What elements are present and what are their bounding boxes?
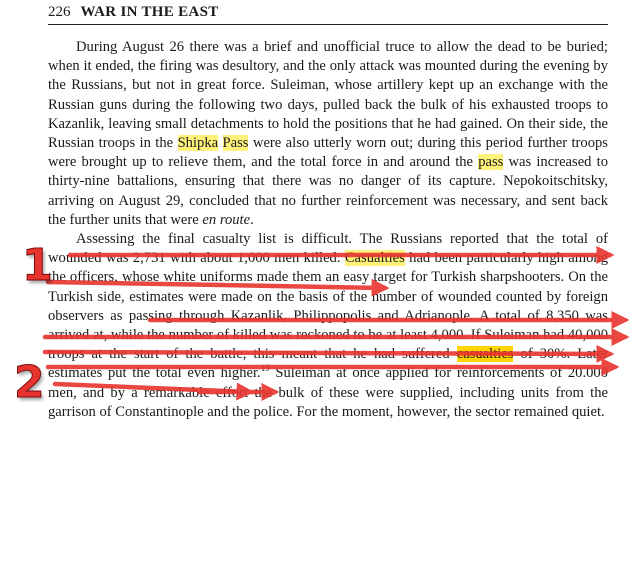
p1-text-a: During August 26 there was a brief and unofficial truce to allow the dead to be buried; when it ended, the firing was desultory, and the only attack was mounted during the evening by the Russians, but not in great force. Suleiman, whose artillery kept up an exchange with the Russian guns during the following two days, pulled back the bulk of his exhausted troops to Kazanlik, leaving small detachments to hold the positions that he had gained. On their side, the Russian troops in the: [48, 39, 608, 152]
highlight-pass: Pass: [222, 135, 249, 152]
paragraph-2: [48, 230, 608, 422]
highlight-casualties-2: casualties: [456, 346, 514, 363]
page-number: 226: [48, 4, 71, 20]
page-header: [48, 4, 608, 25]
p1-text-c: was increased to thirty-nine battalions, ensuring that there was no danger of its capture. Nepokoitschitsky, arriving on August 29, concluded that no further reinforcement was necessary, and sent back the further units that were: [48, 154, 608, 228]
p1-text-b: were also utterly worn out; during this period further troops were brought up to relieve them, and the total force in and around the: [48, 135, 608, 171]
p1-text-d: .: [250, 211, 254, 228]
marker-number-1: 1: [22, 240, 53, 291]
p1-space: [218, 135, 222, 151]
highlight-casualties: Casualties: [344, 250, 405, 267]
highlight-shipka: Shipka: [177, 135, 219, 152]
running-title: WAR IN THE EAST: [80, 4, 219, 20]
p2-text-a: Assessing the final casualty list is difficult. The Russians reported that the total of wounded was 2,731 with about 1,000 men killed.: [48, 231, 608, 267]
italic-en-route: en route: [202, 211, 251, 228]
marker-number-2: 2: [14, 357, 45, 408]
p2-text-c: of 30%. Later estimates put the total even higher.: [48, 346, 608, 382]
body-text: [48, 38, 608, 422]
paragraph-1: [48, 38, 608, 230]
highlight-pass-2: pass: [478, 154, 504, 171]
p2-text-d: Suleiman at once applied for reinforcements of 20.000 men, and by a remarkable effort the bulk of these were supplied, including units from the garrison of Constantinople and the police. For the moment, however, the sector remained quiet.: [48, 365, 608, 420]
p2-text-b: had been particularly high among the officers, whose white uniforms made them an easy target for Turkish sharpshooters. On the Turkish side, estimates were made on the basis of the number of wounded counted by foreign observers as passing through Kazanlik, Philippopolis and Adrianople. A total of 8,350 was arrived at, while the number of killed was reckoned to be at least 4,000. If Suleiman had 40,000 troops at the start of the battle, this meant that he had suffered: [48, 250, 608, 363]
footnote-ref: 19: [260, 363, 270, 374]
